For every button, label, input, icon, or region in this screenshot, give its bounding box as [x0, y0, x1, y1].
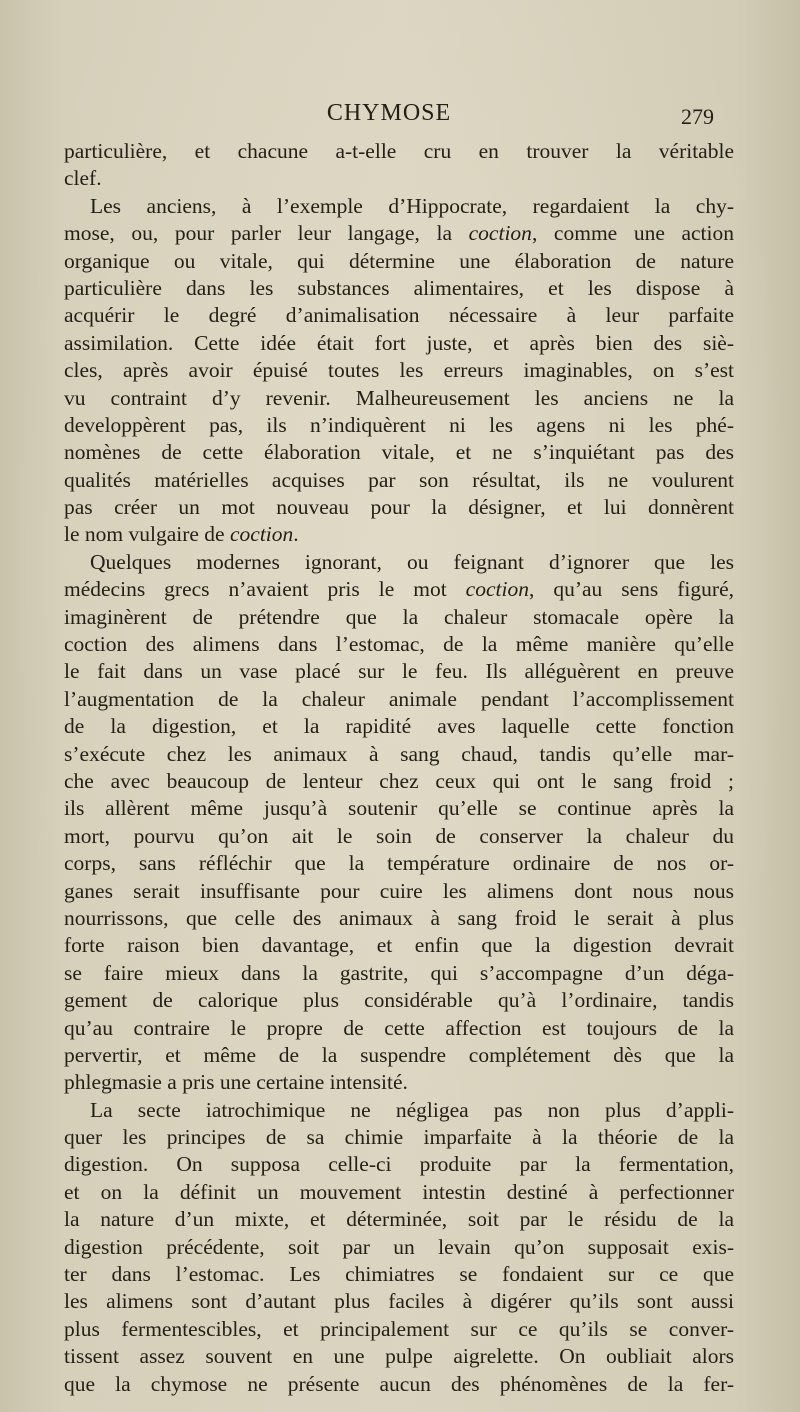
text-line: les alimens sont d’autant plus faciles à digérer qu’ils sont aussi: [64, 1289, 734, 1314]
page-header: [64, 100, 714, 136]
text-line: ganes serait insuffisante pour cuire les alimens dont nous nous: [64, 878, 734, 903]
text-line: Quelques modernes ignorant, ou feignant d’ignorer que les: [90, 549, 734, 574]
text-line: plus fermentescibles, et principalement sur ce qu’ils se conver-: [64, 1316, 734, 1341]
text-line: le fait dans un vase placé sur le feu. Ils alléguèrent en preuve: [64, 659, 734, 684]
text-line: organique ou vitale, qui détermine une élaboration de nature: [64, 248, 734, 273]
text-line: La secte iatrochimique ne négligea pas non plus d’appli-: [90, 1097, 734, 1122]
text-line: se faire mieux dans la gastrite, qui s’accompagne d’un déga-: [64, 960, 734, 985]
text-line: mort, pourvu qu’on ait le soin de conserver la chaleur du: [64, 823, 734, 848]
text-line: digestion précédente, soit par un levain qu’on supposait exis-: [64, 1234, 734, 1259]
text-line: corps, sans réfléchir que la température ordinaire de nos or-: [64, 851, 734, 876]
text-line: imaginèrent de prétendre que la chaleur stomacale opère la: [64, 604, 734, 629]
text-line: developpèrent pas, ils n’indiquèrent ni les agens ni les phé-: [64, 412, 734, 437]
text-line: particulière, et chacune a-t-elle cru en trouver la véritable: [64, 139, 734, 163]
text-line: et on la définit un mouvement intestin destiné à perfectionner: [64, 1179, 734, 1204]
text-line: che avec beaucoup de lenteur chez ceux qui ont le sang froid ;: [64, 768, 734, 793]
text-line: [64, 220, 734, 247]
text-line: s’exécute chez les animaux à sang chaud, tandis qu’elle mar-: [64, 741, 734, 766]
text-line: ils allèrent même jusqu’à soutenir qu’elle se continue après la: [64, 796, 734, 821]
italic-term: coction: [465, 577, 529, 602]
line-text: , comme une action: [531, 221, 735, 246]
text-line: forte raison bien davantage, et enfin que la digestion devrait: [64, 933, 734, 958]
text-line: pas créer un mot nouveau pour la désigner, et lui donnèrent: [64, 495, 734, 520]
italic-term: coction: [468, 221, 532, 246]
body-text: [64, 138, 734, 1398]
text-line: nomènes de cette élaboration vitale, et ne s’inquiétant pas des: [64, 440, 734, 465]
text-line: gement de calorique plus considérable qu’à l’ordinaire, tandis: [64, 988, 734, 1013]
text-line: particulière dans les substances alimentaires, et les dispose à: [64, 275, 734, 300]
running-head: CHYMOSE: [326, 100, 452, 126]
text-line: qu’au contraire le propre de cette affection est toujours de la: [64, 1015, 734, 1040]
text-line: [64, 576, 734, 603]
text-line: coction des alimens dans l’estomac, de la même manière qu’elle: [64, 632, 734, 657]
text-line: Les anciens, à l’exemple d’Hippocrate, regardaient la chy-: [90, 193, 734, 218]
line-text: mose, ou, pour parler leur langage, la: [64, 221, 469, 246]
text-line: qualités matérielles acquises par son résultat, ils ne voulurent: [64, 467, 734, 492]
text-line: de la digestion, et la rapidité aves laquelle cette fonction: [64, 714, 734, 739]
text-line: phlegmasie a pris une certaine intensité.: [64, 1070, 408, 1095]
text-line: tissent assez souvent en une pulpe aigrelette. On oubliait alors: [64, 1344, 734, 1369]
page-number: 279: [681, 104, 714, 129]
text-line: que la chymose ne présente aucun des phénomènes de la fer-: [64, 1371, 734, 1396]
text-line: vu contraint d’y revenir. Malheureusement les anciens ne la: [64, 385, 734, 410]
text-line: cles, après avoir épuisé toutes les erreurs imaginables, on s’est: [64, 358, 734, 383]
line-text: , qu’au sens figuré,: [528, 577, 734, 602]
text-line: pervertir, et même de la suspendre complétement dès que la: [64, 1042, 734, 1067]
text-line: digestion. On supposa celle-ci produite par la fermentation,: [64, 1152, 734, 1177]
italic-term: coction: [229, 522, 294, 547]
text-line: clef.: [64, 166, 102, 191]
text-line: la nature d’un mixte, et déterminée, soit par le résidu de la: [64, 1207, 734, 1232]
text-line: assimilation. Cette idée était fort juste, et après bien des siè-: [64, 330, 734, 355]
text-line: [64, 521, 734, 548]
text-line: nourrissons, que celle des animaux à sang froid le serait à plus: [64, 905, 734, 930]
text-line: acquérir le degré d’animalisation nécessaire à leur parfaite: [64, 303, 734, 328]
line-text: médecins grecs n’avaient pris le mot: [64, 577, 466, 602]
line-text: le nom vulgaire de: [64, 522, 230, 547]
line-text: .: [293, 522, 299, 547]
text-line: quer les principes de sa chimie imparfaite à la théorie de la: [64, 1125, 734, 1150]
text-line: ter dans l’estomac. Les chimiatres se fondaient sur ce que: [64, 1262, 734, 1287]
text-line: l’augmentation de la chaleur animale pendant l’accomplissement: [64, 686, 734, 711]
